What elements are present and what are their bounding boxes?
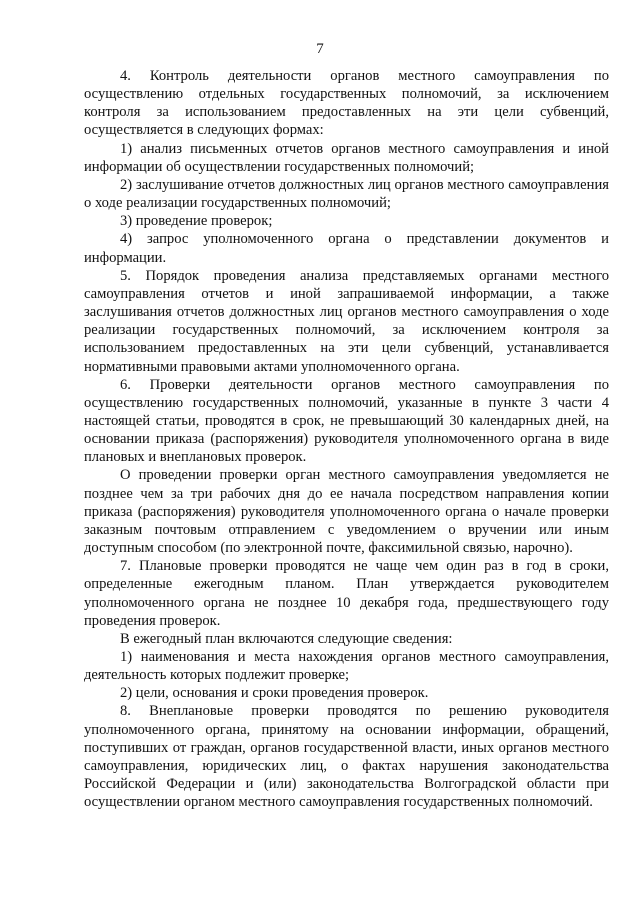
paragraph-item-6-inspections: 6. Проверки деятельности органов местного самоуправления по осуществлению государственных полномочий, указанные в пункте 3 части 4 настоящей статьи, проводятся в срок, не превышающий 30 календарных дней, на основании приказа (распоряжения) руководителя уполномоченного органа в виде плановых и внеплановых проверок. bbox=[84, 376, 609, 466]
list-item-1-names: 1) наименования и места нахождения органов местного самоуправления, деятельность которых подлежит проверке; bbox=[84, 649, 609, 684]
list-item-2-goals: 2) цели, основания и сроки проведения проверок. bbox=[120, 685, 429, 702]
paragraph-item-5-procedure: 5. Порядок проведения анализа представляемых органами местного самоуправления отчетов и иной запрашиваемой информации, а также заслушивания отчетов должностных лиц органов местного самоуправления о ходе реализации государственных полномочий, за исключением контроля за использованием предоставленных на эти цели субвенций, устанавливается нормативными правовыми актами уполномоченного органа. bbox=[84, 267, 609, 375]
paragraph-notification: О проведении проверки орган местного самоуправления уведомляется не позднее чем за три рабочих дня до ее начала посредством направления копии приказа (распоряжения) руководителя уполномоченного органа о начале проверки заказным почтовым отправлением с уведомлением о вручении или иным доступным способом (по электронной почте, факсимильной связью, нарочно). bbox=[84, 467, 609, 557]
paragraph-item-7-planned: 7. Плановые проверки проводятся не чаще чем один раз в год в сроки, определенные ежегодным планом. План утверждается руководителем уполномоченного органа не позднее 10 декабря года, предшествующего году проведения проверок. bbox=[84, 558, 609, 629]
paragraph-plan-contents: В ежегодный план включаются следующие сведения: bbox=[120, 630, 453, 647]
list-item-4-request: 4) запрос уполномоченного органа о представлении документов и информации. bbox=[84, 231, 609, 266]
list-item-2-hearing: 2) заслушивание отчетов должностных лиц органов местного самоуправления о ходе реализации государственных полномочий; bbox=[84, 176, 609, 212]
page-number: 7 bbox=[316, 41, 324, 57]
list-item-1-analysis: 1) анализ письменных отчетов органов местного самоуправления и иной информации об осуществлении государственных полномочий; bbox=[84, 140, 609, 175]
document-body bbox=[84, 67, 609, 811]
list-item-3-inspections: 3) проведение проверок; bbox=[120, 213, 273, 230]
paragraph-item-8-unplanned: 8. Внеплановые проверки проводятся по решению руководителя уполномоченного органа, принятому на основании информации, обращений, поступивших от граждан, органов государственной власти, иных органов местного самоуправления, юридических лиц, о фактах нарушения законодательства Российской Федерации и (или) законодательства Волгоградской области при осуществлении органом местного самоуправления государственных полномочий. bbox=[84, 703, 609, 811]
paragraph-item-4-control-forms: 4. Контроль деятельности органов местного самоуправления по осуществлению отдельных государственных полномочий, за исключением контроля за использованием предоставленных на эти цели субвенций, осуществляется в следующих формах: bbox=[84, 68, 609, 139]
